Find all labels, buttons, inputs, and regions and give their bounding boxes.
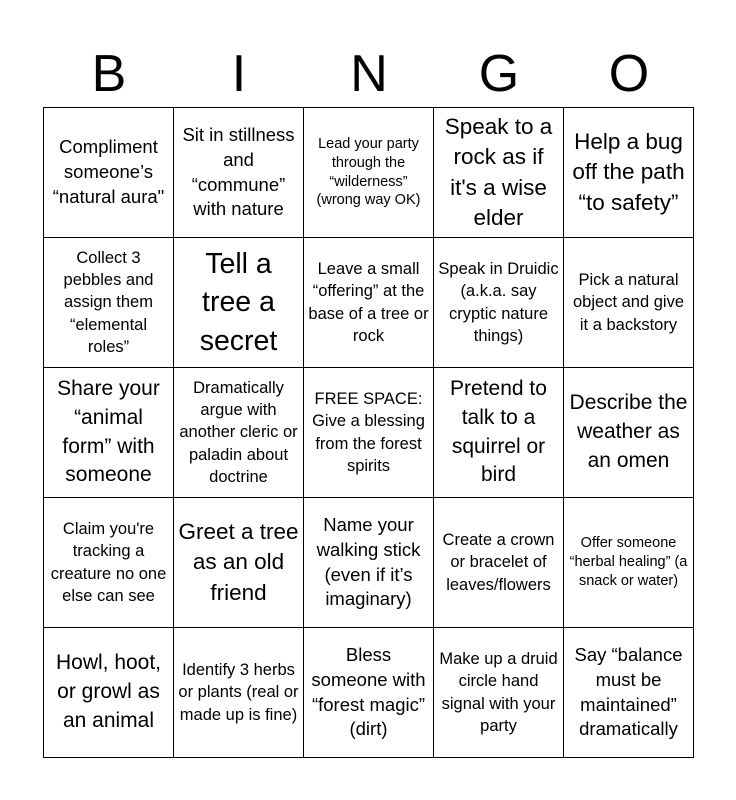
bingo-cell[interactable] — [564, 628, 694, 758]
cell-text: Lead your party through the “wilderness” (wrong way OK) — [316, 135, 421, 209]
bingo-cell[interactable] — [44, 238, 174, 368]
cell-text: Bless someone with “forest magic” (dirt) — [311, 643, 426, 740]
bingo-cell[interactable] — [44, 368, 174, 498]
cell-text: Compliment someone’s “natural aura" — [52, 136, 165, 207]
cell-text: Pretend to talk to a squirrel or bird — [450, 376, 547, 487]
bingo-cell[interactable] — [564, 238, 694, 368]
cell-text: FREE SPACE: Give a blessing from the forest spirits — [312, 389, 425, 475]
cell-text: Create a crown or bracelet of leaves/flowers — [442, 531, 555, 594]
bingo-header — [44, 40, 694, 108]
cell-text: Dramatically argue with another cleric or paladin about doctrine — [179, 378, 298, 486]
bingo-cell[interactable] — [174, 368, 304, 498]
cell-text: Speak in Druidic (a.k.a. say cryptic nature things) — [438, 259, 559, 345]
header-letter-g: G — [478, 45, 520, 103]
bingo-board — [43, 107, 694, 758]
cell-text: Claim you're tracking a creature no one else can see — [50, 519, 167, 605]
bingo-cell[interactable] — [434, 628, 564, 758]
bingo-cell[interactable] — [434, 108, 564, 238]
cell-text: Make up a druid circle hand signal with your party — [439, 649, 558, 735]
bingo-cell[interactable] — [174, 628, 304, 758]
cell-text: Greet a tree as an old friend — [178, 518, 299, 605]
cell-text: Collect 3 pebbles and assign them “elemental roles” — [63, 248, 154, 356]
cell-text: Say “balance must be maintained” dramatically — [574, 643, 683, 740]
bingo-cell[interactable] — [174, 238, 304, 368]
header-letter-i: I — [231, 45, 247, 103]
free-space-cell[interactable] — [304, 368, 434, 498]
cell-text: Pick a natural object and give it a backstory — [573, 271, 684, 334]
header-letter-n: N — [350, 45, 388, 103]
bingo-cell[interactable] — [304, 628, 434, 758]
bingo-cell[interactable] — [564, 368, 694, 498]
cell-text: Offer someone “herbal healing” (a snack or water) — [569, 535, 688, 589]
bingo-cell[interactable] — [434, 368, 564, 498]
cell-text: Describe the weather as an omen — [569, 391, 688, 472]
bingo-cell[interactable] — [434, 498, 564, 628]
cell-text: Tell a tree a secret — [199, 247, 278, 357]
cell-text: Speak to a rock as if it's a wise elder — [444, 113, 553, 230]
bingo-cell[interactable] — [174, 498, 304, 628]
header-letter-o: O — [608, 45, 650, 103]
bingo-cell[interactable] — [564, 498, 694, 628]
cell-text: Name your walking stick (even if it’s imaginary) — [316, 513, 421, 610]
cell-text: Identify 3 herbs or plants (real or made up is fine) — [178, 661, 299, 724]
bingo-cell[interactable] — [44, 498, 174, 628]
bingo-cell[interactable] — [304, 108, 434, 238]
cell-text: Howl, hoot, or growl as an animal — [55, 651, 162, 732]
bingo-cell[interactable] — [44, 628, 174, 758]
bingo-cell[interactable] — [304, 238, 434, 368]
bingo-cell[interactable] — [304, 498, 434, 628]
bingo-cell[interactable] — [434, 238, 564, 368]
bingo-cell[interactable] — [44, 108, 174, 238]
bingo-cell[interactable] — [564, 108, 694, 238]
cell-text: Share your “animal form” with someone — [57, 376, 160, 487]
cell-text: Leave a small “offering” at the base of a tree or rock — [308, 259, 429, 345]
bingo-cell[interactable] — [174, 108, 304, 238]
cell-text: Sit in stillness and “commune” with nature — [182, 123, 295, 220]
header-letter-b: B — [91, 45, 127, 103]
cell-text: Help a bug off the path “to safety” — [572, 128, 685, 215]
